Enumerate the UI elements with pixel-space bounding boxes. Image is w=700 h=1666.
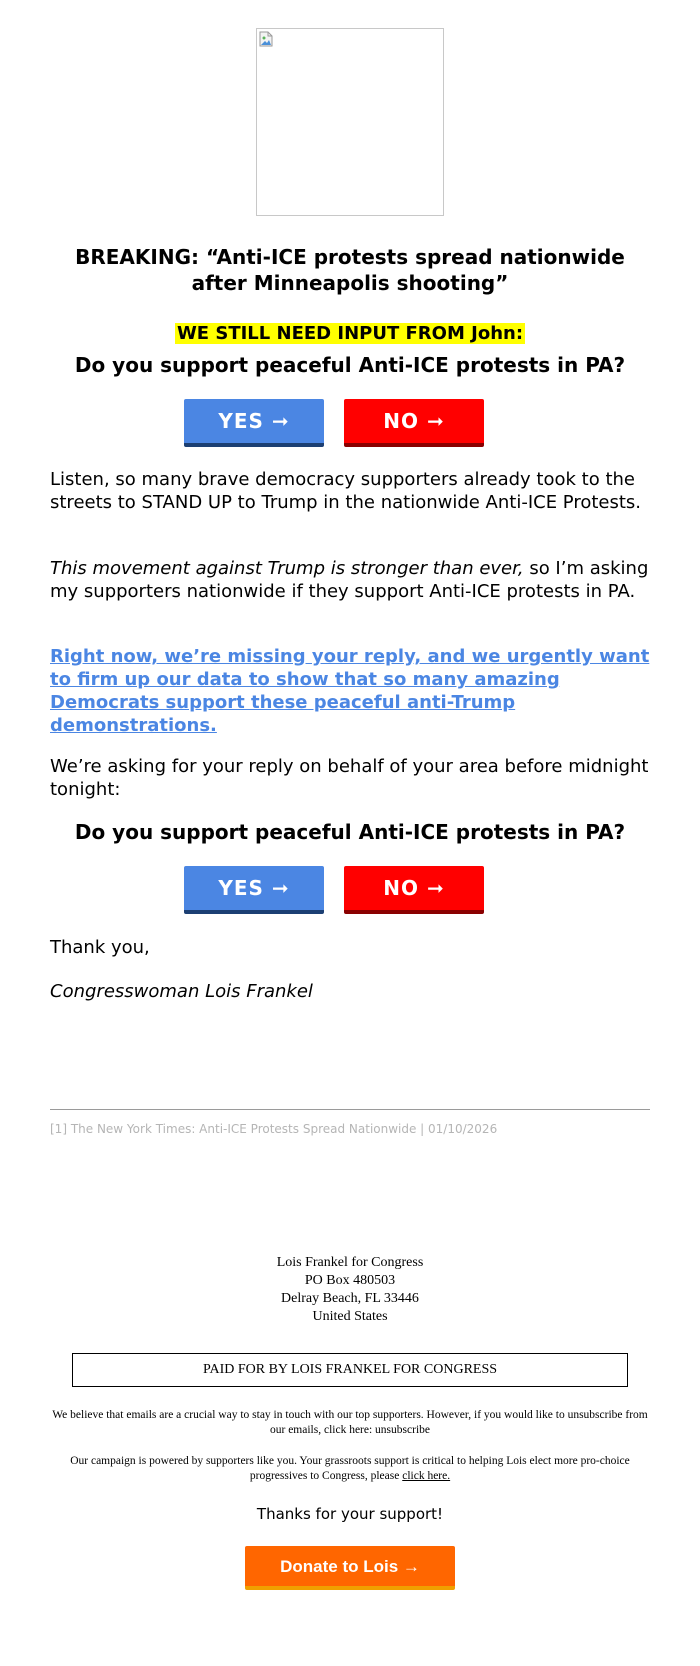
poll-question-top: Do you support peaceful Anti-ICE protests in PA? bbox=[74, 353, 626, 377]
body-paragraph-2-italic: This movement against Trump is stronger than ever, bbox=[50, 558, 524, 579]
body-paragraph-1: Listen, so many brave democracy supporters already took to the streets to STAND UP to Trump in the nationwide Anti-ICE Protests. bbox=[50, 469, 642, 513]
footer-city: Delray Beach, FL 33446 bbox=[281, 1291, 419, 1306]
breaking-headline: BREAKING: “Anti-ICE protests spread nationwide after Minneapolis shooting” bbox=[75, 245, 625, 295]
thank-you-text: Thank you, bbox=[50, 937, 150, 958]
broken-image-icon bbox=[259, 31, 273, 47]
unsubscribe-notice[interactable]: We believe that emails are a crucial way to stay in touch with our top supporters. However, if you would like to unsubscribe from our emails, click here: unsubscribe bbox=[52, 1409, 648, 1436]
thanks-text: Thanks for your support! bbox=[256, 1505, 444, 1523]
no-button-top[interactable]: NO ➞ bbox=[344, 399, 484, 447]
footer-country: United States bbox=[312, 1309, 388, 1324]
poll-question-bottom: Do you support peaceful Anti-ICE protests in PA? bbox=[74, 820, 626, 844]
yes-button-top[interactable]: YES ➞ bbox=[184, 399, 324, 447]
grassroots-notice bbox=[50, 1454, 650, 1484]
footer-org-name: Lois Frankel for Congress bbox=[276, 1255, 424, 1270]
logo-image bbox=[256, 28, 444, 216]
input-callout bbox=[0, 322, 700, 346]
paid-for-disclaimer: PAID FOR BY LOIS FRANKEL FOR CONGRESS bbox=[72, 1353, 628, 1387]
input-callout-text: WE STILL NEED INPUT FROM John: bbox=[176, 323, 524, 344]
urgent-reply-link[interactable]: Right now, we’re missing your reply, and we urgently want to firm up our data to show that so many amazing Democrats support these peaceful anti-Trump demonstrations. bbox=[50, 646, 650, 736]
body-paragraph-4: We’re asking for your reply on behalf of your area before midnight tonight: bbox=[50, 756, 649, 800]
footnote-citation: [1] The New York Times: Anti-ICE Protests Spread Nationwide | 01/10/2026 bbox=[50, 1122, 498, 1136]
divider bbox=[50, 1109, 650, 1110]
signature: Congresswoman Lois Frankel bbox=[50, 981, 313, 1002]
footer-po-box: PO Box 480503 bbox=[304, 1273, 396, 1288]
donate-button[interactable]: Donate to Lois → bbox=[245, 1546, 455, 1590]
body-paragraph-2 bbox=[50, 557, 655, 603]
grassroots-click-here-link[interactable]: click here. bbox=[402, 1470, 451, 1482]
yes-button-bottom[interactable]: YES ➞ bbox=[184, 866, 324, 914]
no-button-bottom[interactable]: NO ➞ bbox=[344, 866, 484, 914]
body-paragraph-2-rest: so I’m asking my supporters nationwide if they support Anti-ICE protests in PA. bbox=[50, 558, 649, 602]
grassroots-text: Our campaign is powered by supporters like you. Your grassroots support is critical to helping Lois elect more pro-choice progressives to Congress, please bbox=[70, 1455, 630, 1482]
